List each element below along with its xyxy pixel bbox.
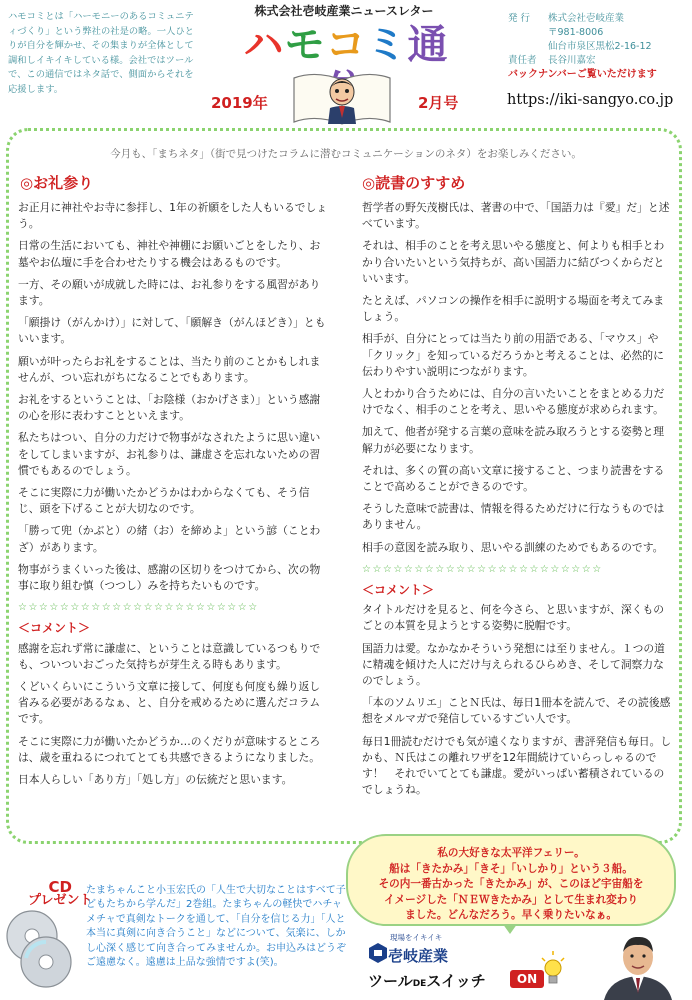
logo-tagline: 現場をイキイキ — [390, 933, 443, 942]
tool-text-de: DE — [412, 979, 427, 989]
paragraph: 人とわかり合うためには、自分の言いたいことをまとめる力だけでなく、相手のことを考え、思いやる態度が求められます。 — [362, 387, 665, 417]
comment-paragraph: 日本人らしい「あり方」「処し方」の伝統だと思います。 — [18, 773, 293, 787]
paragraph: それは、多くの質の高い文章に接すること、つまり読書をすることで高めることができるのです。 — [362, 463, 665, 494]
right-column — [362, 200, 674, 805]
publisher-info — [508, 12, 688, 82]
paragraph: 哲学者の野矢茂樹氏は、著書の中で、「国語力は『愛』だ」と述べています。 — [362, 201, 670, 231]
comment-paragraph: 感謝を忘れず常に謙虚に、ということは意識しているつもりでも、ついついおごった気持ちが芽生える時もあります。 — [18, 641, 321, 671]
section-title-dokusho: ◎読書のすすめ — [362, 174, 466, 192]
comment-paragraph: 国語力は愛。なかなかそういう発想には至りません。１つの道に精魂を傾けた人にだけ与えられるひらめき、そして洞察力なのでしょう。 — [362, 641, 665, 688]
publisher-key: 発 行 — [508, 13, 531, 24]
newsletter-kicker: 株式会社壱岐産業ニュースレター — [254, 4, 434, 18]
lead-text: 今月も、「まちネタ」（街で見つけたコラムに潜むコミュニケーションのネタ）をお楽しみください。 — [110, 148, 582, 160]
intro-text: ハモコミとは「ハーモニーのあるコミュニティづくり」という弊社の社是の略。一人ひとりが自分を輝かせ、その集まりが全体として調和しイキイキしている様。会社ではツールで、この通信ではネタ話で、側面からそれを応援します。 — [8, 11, 194, 95]
paragraph: そこに実際に力が働いたかどうかはわからなくても、そう信じ、頭を下げることが大切なのです。 — [18, 486, 310, 516]
section-title-orei-mairi: ◎お礼参り — [20, 174, 94, 192]
paragraph: 加えて、他者が発する言葉の意味を読み取ろうとする姿勢と理解力が必要になります。 — [362, 425, 665, 455]
star-divider: ☆☆☆☆☆☆☆☆☆☆☆☆☆☆☆☆☆☆☆☆☆☆☆ — [362, 563, 603, 575]
company-logo-mark-icon — [368, 942, 388, 964]
bubble-line: イメージした「ＮＥＷきたかみ」として生まれ変わり — [384, 893, 638, 906]
comment-paragraph: そこに実際に力が働いたかどうか…のくだりが意味するところは、歳を重ねるにつれてとても共感できるようになりました。 — [18, 734, 321, 764]
website-url-link[interactable]: https://iki-sangyo.co.jp — [507, 92, 674, 108]
title-char-1: ハ — [243, 22, 285, 68]
publisher-value: 〒981-8006 — [548, 27, 604, 38]
president-photo — [590, 930, 686, 1000]
bubble-line: 私の大好きな太平洋フェリー。 — [437, 847, 585, 859]
comment-paragraph: くどいくらいにこういう文章に接して、何度も何度も繰り返し省みる必要があるなぁ、と、自分を戒めるために選んだコラムです。 — [18, 680, 321, 726]
title-char-4: ミ — [366, 22, 408, 68]
comment-paragraph: 毎日1冊読むだけでも気が遠くなりますが、書評発信も毎日。しかも、Ｎ氏はこの離れワザを12年間続けていらっしゃるのです！ それでいてとても謙虚。愛がいっぱい蓄積されているのでしょうね。 — [362, 734, 672, 797]
cd-disc-icon — [4, 906, 78, 990]
publisher-row — [508, 40, 688, 54]
paragraph: それは、相手のことを考え思いやる態度と、何よりも相手とわかり合いたいという気持ちが、高い国語力に結びつくからだといいます。 — [362, 239, 665, 285]
publisher-value: 長谷川嘉宏 — [548, 55, 596, 66]
paragraph: お礼をするということは、「お陰様（おかげさま）」という感謝の心を形に表わすことといえます。 — [18, 393, 321, 423]
comment-heading: ＜コメント＞ — [18, 621, 91, 636]
author-caricature-illustration — [290, 68, 394, 126]
speech-bubble — [346, 834, 676, 926]
issue-year: 2019年 — [211, 94, 268, 112]
title-char-2: モ — [284, 22, 326, 68]
publisher-value: 仙台市泉区黒松2-16-12 — [548, 41, 652, 52]
tool-de-switch-logo — [368, 970, 486, 991]
title-char-5: 通 — [407, 22, 449, 68]
bubble-line: ました。どんなだろう。早く乗りたいなぁ。 — [405, 909, 617, 921]
paragraph: 「願掛け（がんかけ）」に対して、「願解き（がんほどき）」ともいいます。 — [18, 316, 326, 346]
star-divider: ☆☆☆☆☆☆☆☆☆☆☆☆☆☆☆☆☆☆☆☆☆☆☆ — [18, 602, 259, 614]
cd-present-label — [28, 880, 92, 908]
publisher-key: 責任者 — [508, 55, 537, 66]
on-badge: ON — [510, 970, 544, 988]
publisher-row — [508, 26, 688, 40]
publisher-value: 株式会社壱岐産業 — [548, 13, 625, 24]
comment-paragraph: 「本のソムリエ」ことＮ氏は、毎日1冊本を読んで、その読後感想をメルマガで発信しているすごい人です。 — [362, 696, 671, 726]
paragraph: 物事がうまくいった後は、感謝の区切りをつけてから、次の物事に取り組む慎（つつし）みを持ちたいものです。 — [18, 562, 321, 593]
publisher-row — [508, 12, 688, 26]
logo-company-name: 壱岐産業 — [388, 947, 449, 965]
bubble-line: 船は「きたかみ」「きそ」「いしかり」という３船。 — [389, 862, 633, 875]
title-char-3: コ — [325, 22, 367, 68]
cd-present-text: たまちゃんこと小玉宏氏の「人生で大切なことはすべて子どもたちから学んだ」2巻組。たまちゃんの軽快でハチャメチャで真剣なトークを通して、「自分を信じる力」「人と本当に真剣に向き合うこと」などについて、気楽に、しかし心深く感じて向き合ってみませんか。お申込みはどうぞご遠慮なく。遠慮は上品な強情ですよ(笑)。 — [86, 885, 346, 969]
paragraph: 相手の意図を読み取り、思いやる訓練のためでもあるのです。 — [362, 540, 664, 554]
cd-label-top: CD — [48, 878, 72, 896]
cd-label-bottom: プレゼント — [28, 893, 93, 908]
publisher-row — [508, 54, 688, 68]
left-column — [18, 200, 330, 794]
paragraph: そうした意味で読書は、情報を得るためだけに行なうものではありません。 — [362, 502, 665, 532]
paragraph: お正月に神社やお寺に参拝し、1年の祈願をした人もいるでしょう。 — [18, 201, 328, 231]
paragraph: 願いが叶ったらお礼をすることは、当たり前のことかもしれませんが、つい忘れがちになることでもあります。 — [18, 354, 321, 384]
comment-heading: ＜コメント＞ — [362, 583, 435, 598]
paragraph: 一方、その願いが成就した時には、お礼参りをする風習があります。 — [18, 277, 321, 308]
light-bulb-icon — [540, 950, 566, 990]
tool-text-a: ツール — [368, 972, 413, 990]
comment-paragraph: タイトルだけを見ると、何を今さら、と思いますが、深くものごとの本質を見ようとする姿勢に脱帽です。 — [362, 603, 665, 633]
paragraph: 私たちはつい、自分の力だけで物事がなされたように思い違いをしてしまいますが、お礼参りは、謙虚さを忘れないための習慣でもあるのでしょう。 — [18, 431, 321, 477]
paragraph: 日常の生活においても、神社や神棚にお願いごとをしたり、お墓やお仏壇に手を合わせたりする機会はあるものです。 — [18, 239, 321, 269]
paragraph: 「勝って兜（かぶと）の緒（お）を締めよ」という諺（ことわざ）があります。 — [18, 524, 321, 554]
bubble-line: その内一番古かった「きたかみ」が、このほど宇宙船を — [378, 878, 644, 890]
tool-text-b: スイッチ — [426, 972, 486, 990]
backnumber-note: バックナンバーご覧いただけます — [508, 69, 657, 80]
paragraph: 相手が、自分にとっては当たり前の用語である、「マウス」や「クリック」を知っているだろうかと考えることは、必然的に伝わりやすい説明につながります。 — [362, 332, 664, 378]
paragraph: たとえば、パソコンの操作を相手に説明する場面を考えてみましょう。 — [362, 294, 665, 324]
issue-month: 2月号 — [418, 94, 459, 112]
